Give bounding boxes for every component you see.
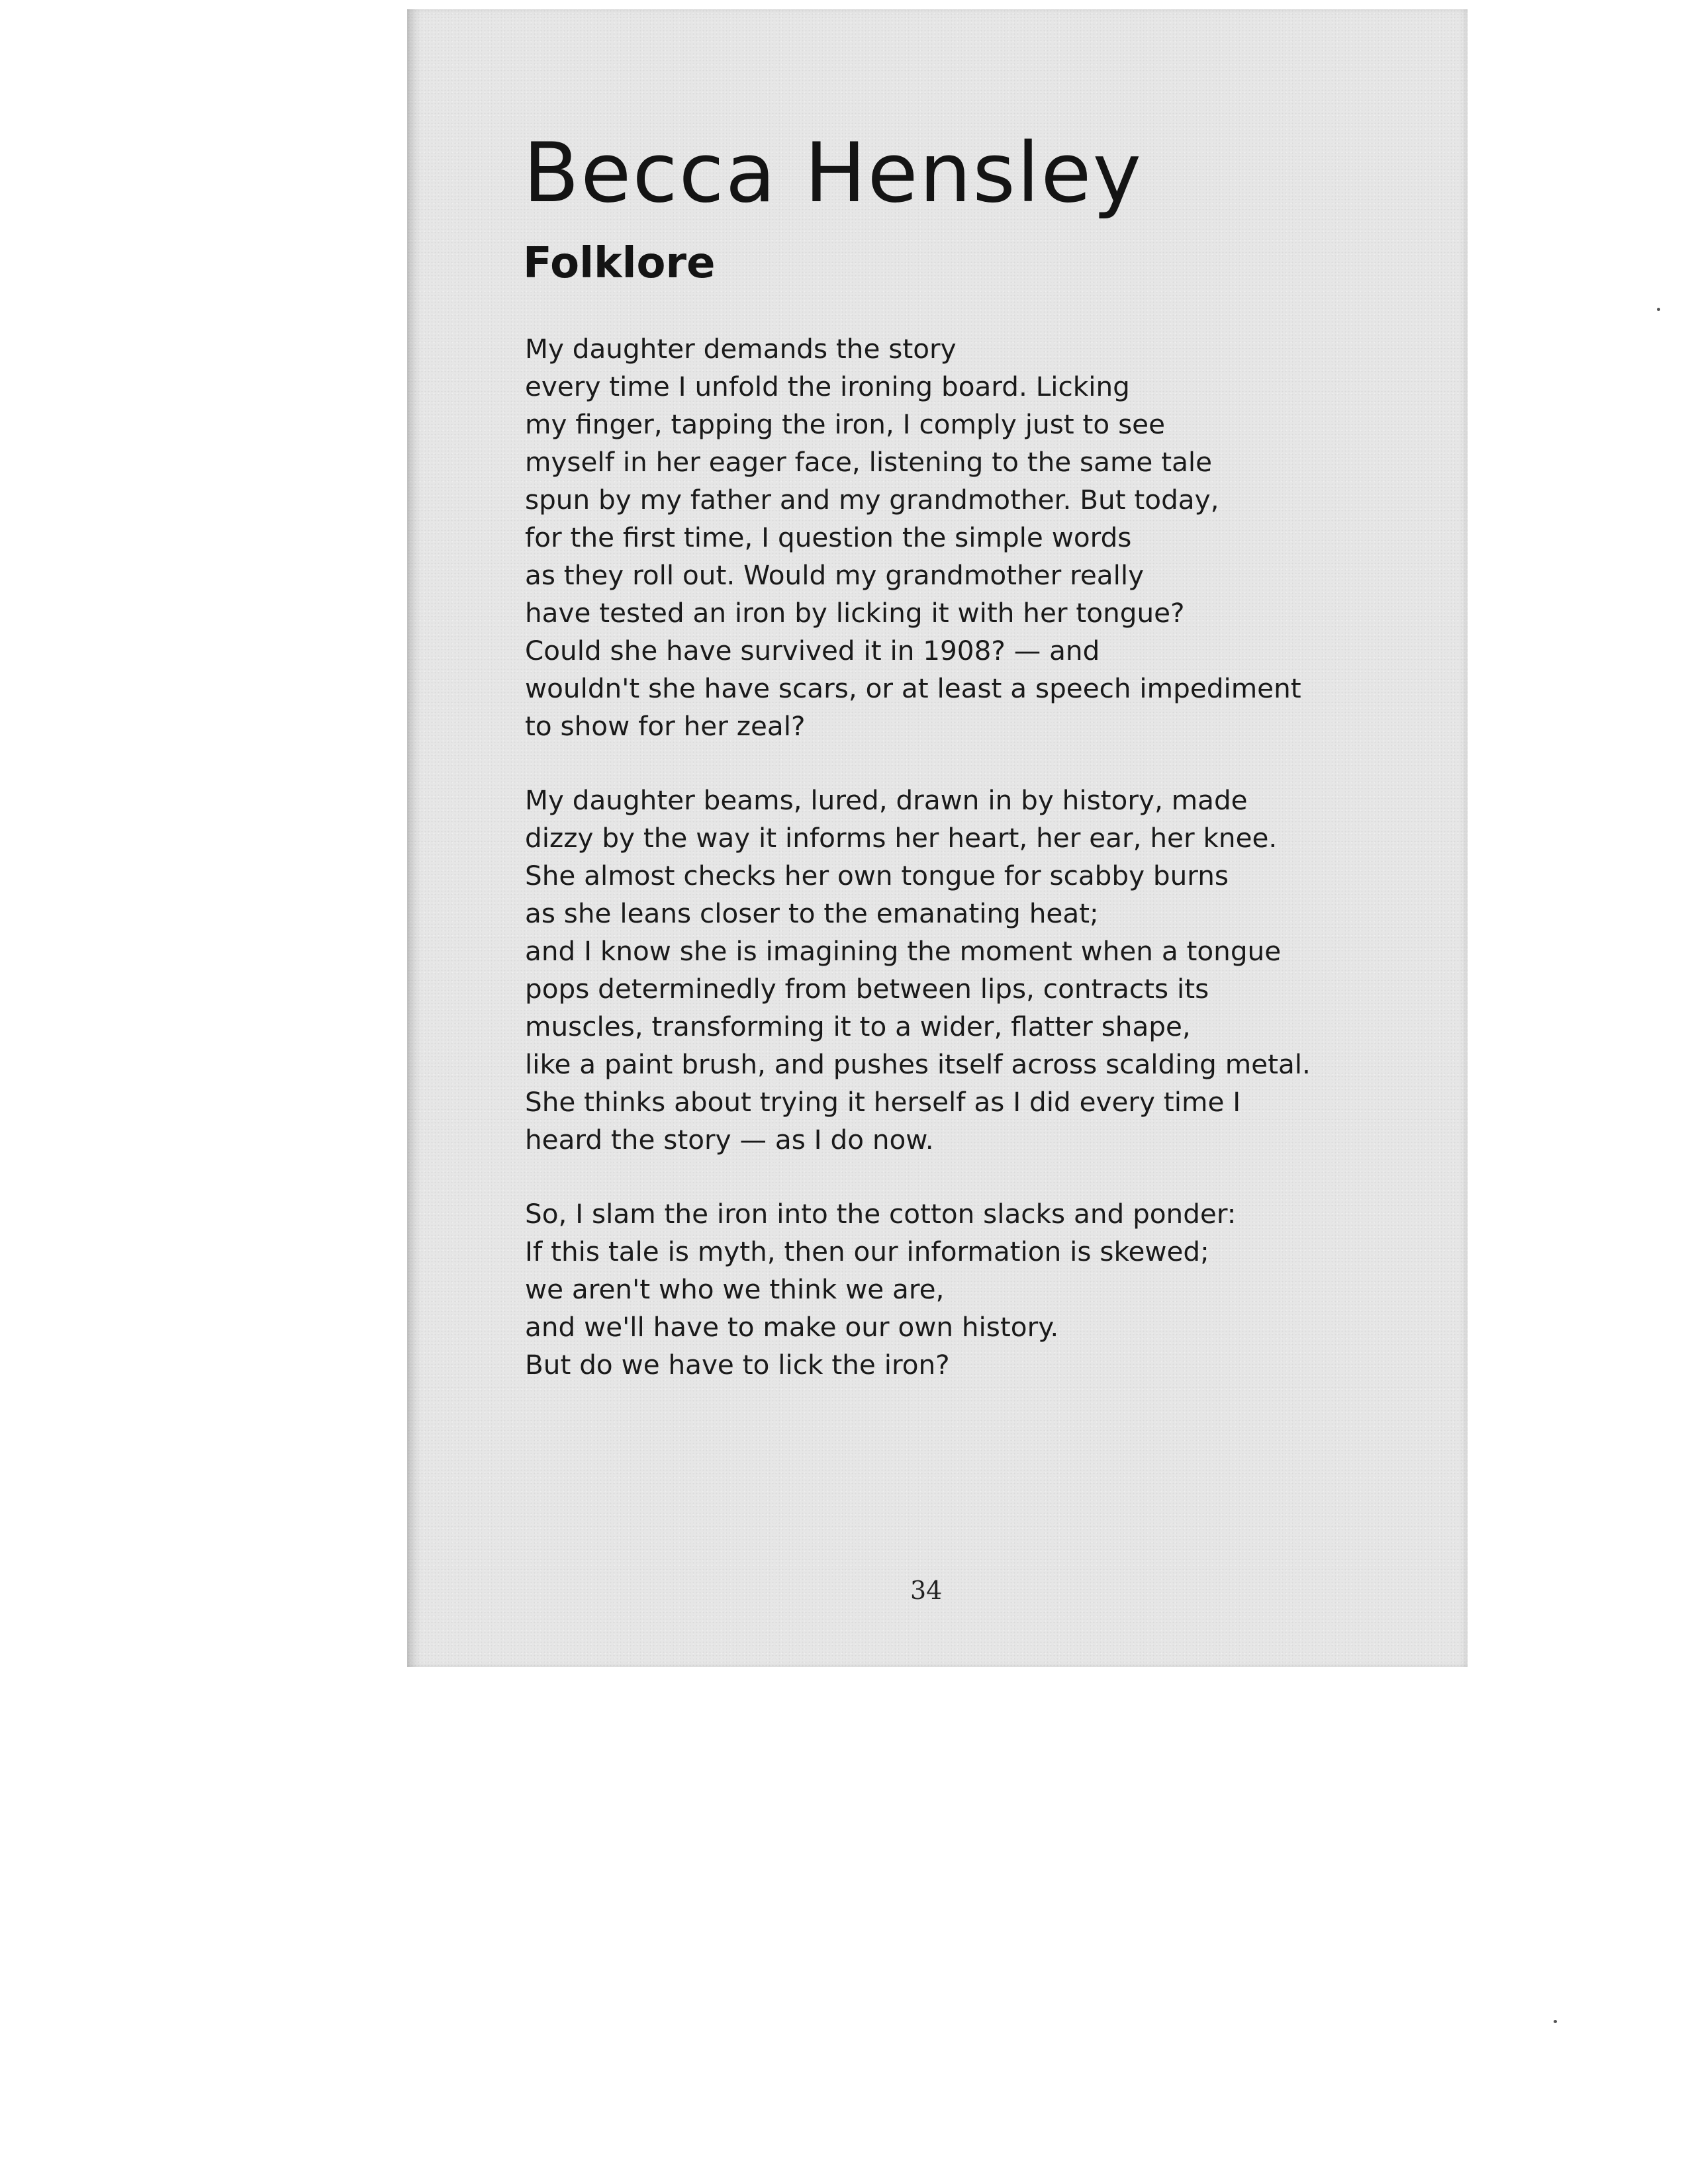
poem-body (525, 330, 1438, 1420)
stanza-2 (525, 782, 1438, 1159)
author-name: Becca Hensley (523, 126, 1143, 221)
poem-line: If this tale is myth, then our information is skewed; (525, 1236, 1209, 1267)
poem-line: have tested an iron by licking it with her tongue? (525, 597, 1185, 629)
poem-line: we aren't who we think we are, (525, 1273, 945, 1305)
poem-line: my finger, tapping the iron, I comply just to see (525, 408, 1166, 440)
poem-line: Could she have survived it in 1908? — and (525, 635, 1100, 666)
poem-line: and we'll have to make our own history. (525, 1311, 1059, 1343)
scan-speck (1657, 308, 1660, 311)
poem-line: wouldn't she have scars, or at least a speech impediment (525, 672, 1301, 704)
poem-title: Folklore (523, 239, 716, 288)
poem-line: to show for her zeal? (525, 710, 806, 742)
scan-speck (1554, 2020, 1557, 2023)
poem-line: every time I unfold the ironing board. Licking (525, 371, 1130, 402)
poem-line: and I know she is imagining the moment when a tongue (525, 935, 1282, 967)
poem-line: as they roll out. Would my grandmother really (525, 559, 1145, 591)
poem-line: spun by my father and my grandmother. But today, (525, 484, 1219, 516)
stanza-1 (525, 330, 1438, 745)
poem-line: as she leans closer to the emanating heat; (525, 897, 1099, 929)
poem-line: My daughter beams, lured, drawn in by history, made (525, 784, 1248, 816)
poem-line: She almost checks her own tongue for scabby burns (525, 860, 1229, 891)
poem-line: pops determinedly from between lips, contracts its (525, 973, 1209, 1005)
poem-line: But do we have to lick the iron? (525, 1349, 950, 1381)
poem-line: dizzy by the way it informs her heart, her ear, her knee. (525, 822, 1278, 854)
poem-line: for the first time, I question the simple words (525, 522, 1132, 553)
poem-line: muscles, transforming it to a wider, flatter shape, (525, 1011, 1191, 1042)
poem-line: So, I slam the iron into the cotton slacks and ponder: (525, 1198, 1237, 1230)
poem-line: myself in her eager face, listening to the same tale (525, 446, 1213, 478)
poem-line: heard the story — as I do now. (525, 1124, 934, 1156)
poem-line: like a paint brush, and pushes itself across scalding metal. (525, 1048, 1311, 1080)
stanza-3 (525, 1195, 1438, 1384)
scanned-page (407, 9, 1468, 1667)
page-number: 34 (910, 1576, 943, 1605)
poem-line: My daughter demands the story (525, 333, 957, 365)
poem-line: She thinks about trying it herself as I did every time I (525, 1086, 1241, 1118)
